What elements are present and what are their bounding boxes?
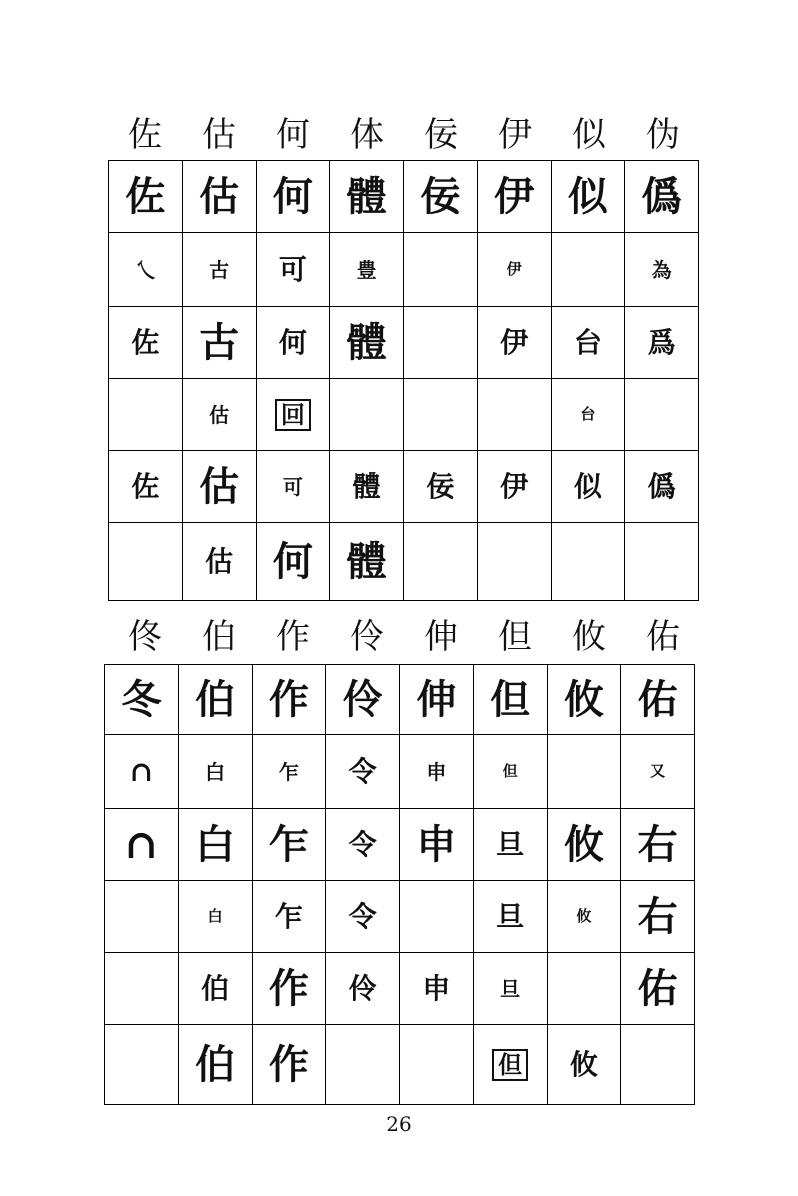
archaic-glyph: 伊 xyxy=(500,325,529,359)
archaic-glyph: 攸 xyxy=(563,820,604,868)
archaic-glyph: 何 xyxy=(272,172,313,220)
archaic-glyph: 伸 xyxy=(416,675,457,723)
archaic-glyph: 旦 xyxy=(496,899,525,933)
column-header: 佐 xyxy=(128,115,162,155)
archaic-glyph: 估 xyxy=(199,462,240,510)
section-1-header-row xyxy=(108,110,700,160)
glyph-cell xyxy=(183,523,257,601)
glyph-cell xyxy=(326,735,400,809)
archaic-glyph: 伊 xyxy=(500,469,529,503)
section-1-glyph-table xyxy=(108,160,699,601)
glyph-cell xyxy=(404,451,478,523)
glyph-cell xyxy=(330,233,404,307)
glyph-cell xyxy=(330,523,404,601)
glyph-cell xyxy=(552,161,626,233)
archaic-glyph: 似 xyxy=(573,469,602,503)
column-header: 伸 xyxy=(424,617,458,657)
archaic-glyph: 台 xyxy=(580,405,596,423)
glyph-cell xyxy=(621,665,695,735)
glyph-cell xyxy=(330,451,404,523)
column-header: 佟 xyxy=(128,617,162,657)
glyph-cell xyxy=(179,953,253,1025)
archaic-glyph: 佑 xyxy=(637,964,678,1012)
archaic-glyph: 令 xyxy=(348,754,377,788)
glyph-cell xyxy=(400,735,474,809)
empty-cell xyxy=(552,233,626,307)
glyph-cell xyxy=(257,379,331,451)
archaic-glyph: 伶 xyxy=(348,971,377,1005)
glyph-cell xyxy=(625,233,699,307)
glyph-cell xyxy=(478,307,552,379)
glyph-cell xyxy=(253,953,327,1025)
archaic-glyph: 右 xyxy=(637,820,678,868)
archaic-glyph: 伊 xyxy=(494,172,535,220)
page-number: 26 xyxy=(386,1112,412,1136)
glyph-cell xyxy=(552,379,626,451)
glyph-cell xyxy=(105,665,179,735)
archaic-glyph: 白 xyxy=(207,907,223,925)
glyph-cell xyxy=(400,665,474,735)
empty-cell xyxy=(404,523,478,601)
archaic-glyph: 佑 xyxy=(637,675,678,723)
glyph-cell xyxy=(625,451,699,523)
archaic-glyph: 佐 xyxy=(131,325,160,359)
glyph-cell xyxy=(257,161,331,233)
empty-cell xyxy=(404,379,478,451)
empty-cell xyxy=(105,881,179,953)
archaic-glyph: 僞 xyxy=(641,172,682,220)
archaic-glyph: 僞 xyxy=(647,469,676,503)
glyph-cell xyxy=(474,665,548,735)
empty-cell xyxy=(552,523,626,601)
glyph-cell xyxy=(552,307,626,379)
glyph-cell xyxy=(253,1025,327,1105)
archaic-glyph: 伯 xyxy=(201,971,230,1005)
archaic-glyph: 白 xyxy=(195,820,236,868)
glyph-cell xyxy=(179,735,253,809)
empty-cell xyxy=(109,379,183,451)
glyph-cell xyxy=(621,953,695,1025)
glyph-cell xyxy=(400,953,474,1025)
archaic-glyph: 申 xyxy=(422,971,451,1005)
archaic-glyph: 何 xyxy=(278,325,307,359)
archaic-glyph: 攸 xyxy=(569,1047,598,1081)
empty-cell xyxy=(105,1025,179,1105)
empty-cell xyxy=(478,523,552,601)
archaic-glyph: 旦 xyxy=(496,827,525,861)
archaic-glyph: 伊 xyxy=(506,260,522,278)
archaic-glyph: 但 xyxy=(490,675,531,723)
column-header: 似 xyxy=(572,115,606,155)
archaic-glyph: 又 xyxy=(650,762,666,780)
glyph-cell xyxy=(474,1025,548,1105)
archaic-glyph: 體 xyxy=(346,537,387,585)
glyph-cell xyxy=(548,809,622,881)
empty-cell xyxy=(621,1025,695,1105)
archaic-glyph: ∩ xyxy=(124,820,159,868)
archaic-glyph: 冬 xyxy=(121,675,162,723)
archaic-glyph: 何 xyxy=(272,537,313,585)
archaic-glyph: 可 xyxy=(282,474,303,499)
archaic-glyph: 為 xyxy=(651,257,672,282)
archaic-glyph: 古 xyxy=(199,318,240,366)
archaic-glyph: 但 xyxy=(502,762,518,780)
archaic-glyph: 乍 xyxy=(278,759,299,784)
empty-cell xyxy=(404,233,478,307)
archaic-glyph: 伯 xyxy=(195,1040,236,1088)
archaic-glyph: 乍 xyxy=(274,899,303,933)
archaic-glyph: 乍 xyxy=(268,820,309,868)
glyph-cell xyxy=(183,379,257,451)
empty-cell xyxy=(548,953,622,1025)
glyph-cell xyxy=(474,881,548,953)
archaic-glyph: 似 xyxy=(567,172,608,220)
empty-cell xyxy=(625,379,699,451)
glyph-cell xyxy=(330,307,404,379)
glyph-cell xyxy=(552,451,626,523)
archaic-glyph: 攸 xyxy=(576,907,592,925)
column-header: 但 xyxy=(498,617,532,657)
glyph-cell xyxy=(183,451,257,523)
glyph-cell xyxy=(621,881,695,953)
glyph-cell xyxy=(400,809,474,881)
archaic-glyph: 作 xyxy=(268,964,309,1012)
glyph-cell xyxy=(474,735,548,809)
empty-cell xyxy=(548,735,622,809)
glyph-cell xyxy=(253,665,327,735)
archaic-glyph: 體 xyxy=(352,469,381,503)
glyph-cell xyxy=(404,161,478,233)
archaic-glyph: 右 xyxy=(637,892,678,940)
glyph-cell xyxy=(326,809,400,881)
glyph-cell xyxy=(326,665,400,735)
column-header: 伊 xyxy=(498,115,532,155)
empty-cell xyxy=(400,881,474,953)
empty-cell xyxy=(326,1025,400,1105)
archaic-glyph: 攸 xyxy=(563,675,604,723)
column-header: 体 xyxy=(350,115,384,155)
glyph-cell xyxy=(257,451,331,523)
glyph-cell xyxy=(257,523,331,601)
glyph-cell xyxy=(257,233,331,307)
empty-cell xyxy=(105,953,179,1025)
glyph-cell xyxy=(257,307,331,379)
glyph-cell xyxy=(478,451,552,523)
section-2-glyph-table xyxy=(104,664,695,1105)
archaic-glyph: 佞 xyxy=(426,469,455,503)
glyph-cell xyxy=(625,161,699,233)
archaic-glyph: 作 xyxy=(268,675,309,723)
glyph-cell xyxy=(183,161,257,233)
archaic-glyph: ∩ xyxy=(129,754,154,788)
archaic-glyph: 佐 xyxy=(131,469,160,503)
archaic-glyph: 體 xyxy=(346,318,387,366)
archaic-glyph: 佞 xyxy=(420,172,461,220)
glyph-cell xyxy=(109,307,183,379)
glyph-cell xyxy=(621,735,695,809)
glyph-cell xyxy=(326,953,400,1025)
column-header: 攸 xyxy=(572,617,606,657)
glyph-cell xyxy=(179,665,253,735)
column-header: 佑 xyxy=(646,617,680,657)
empty-cell xyxy=(625,523,699,601)
archaic-glyph: 申 xyxy=(416,820,457,868)
glyph-cell xyxy=(179,1025,253,1105)
empty-cell xyxy=(478,379,552,451)
empty-cell xyxy=(404,307,478,379)
glyph-cell xyxy=(109,161,183,233)
archaic-glyph: 佐 xyxy=(125,172,166,220)
archaic-glyph: 估 xyxy=(205,544,234,578)
column-header: 何 xyxy=(276,115,310,155)
archaic-glyph: 爲 xyxy=(647,325,676,359)
glyph-cell xyxy=(326,881,400,953)
glyph-cell xyxy=(253,735,327,809)
glyph-cell xyxy=(253,809,327,881)
glyph-cell xyxy=(474,953,548,1025)
archaic-glyph: 但 xyxy=(492,1049,528,1081)
glyph-cell xyxy=(183,233,257,307)
glyph-cell xyxy=(474,809,548,881)
glyph-cell xyxy=(548,881,622,953)
archaic-glyph: 體 xyxy=(346,172,387,220)
glyph-cell xyxy=(109,233,183,307)
archaic-glyph: 回 xyxy=(275,399,311,431)
glyph-cell xyxy=(109,451,183,523)
glyph-cell xyxy=(183,307,257,379)
glyph-cell xyxy=(621,809,695,881)
column-header: 伶 xyxy=(350,617,384,657)
archaic-glyph: 伯 xyxy=(195,675,236,723)
archaic-glyph: 台 xyxy=(573,325,602,359)
archaic-glyph: 白 xyxy=(205,759,226,784)
glyph-cell xyxy=(478,161,552,233)
glyph-cell xyxy=(548,1025,622,1105)
column-header: 作 xyxy=(276,617,310,657)
column-header: 估 xyxy=(202,115,236,155)
column-header: 佞 xyxy=(424,115,458,155)
archaic-glyph: 令 xyxy=(348,899,377,933)
archaic-glyph: 申 xyxy=(426,759,447,784)
archaic-glyph: 令 xyxy=(348,827,377,861)
empty-cell xyxy=(400,1025,474,1105)
archaic-glyph: 可 xyxy=(278,252,307,286)
archaic-glyph: 估 xyxy=(199,172,240,220)
column-header: 伯 xyxy=(202,617,236,657)
archaic-glyph: 旦 xyxy=(500,976,521,1001)
archaic-glyph: 豊 xyxy=(356,257,377,282)
glyph-cell xyxy=(253,881,327,953)
glyph-cell xyxy=(478,233,552,307)
glyph-cell xyxy=(330,161,404,233)
glyph-cell xyxy=(105,809,179,881)
column-header: 伪 xyxy=(646,115,680,155)
glyph-cell xyxy=(179,881,253,953)
glyph-cell xyxy=(105,735,179,809)
archaic-glyph: 估 xyxy=(209,402,230,427)
glyph-cell xyxy=(548,665,622,735)
glyph-cell xyxy=(625,307,699,379)
empty-cell xyxy=(330,379,404,451)
empty-cell xyxy=(109,523,183,601)
archaic-glyph: 作 xyxy=(268,1040,309,1088)
section-2-header-row xyxy=(108,612,700,662)
archaic-glyph: 伶 xyxy=(342,675,383,723)
glyph-cell xyxy=(179,809,253,881)
archaic-glyph: 古 xyxy=(209,257,230,282)
archaic-glyph: 乀 xyxy=(135,257,156,282)
